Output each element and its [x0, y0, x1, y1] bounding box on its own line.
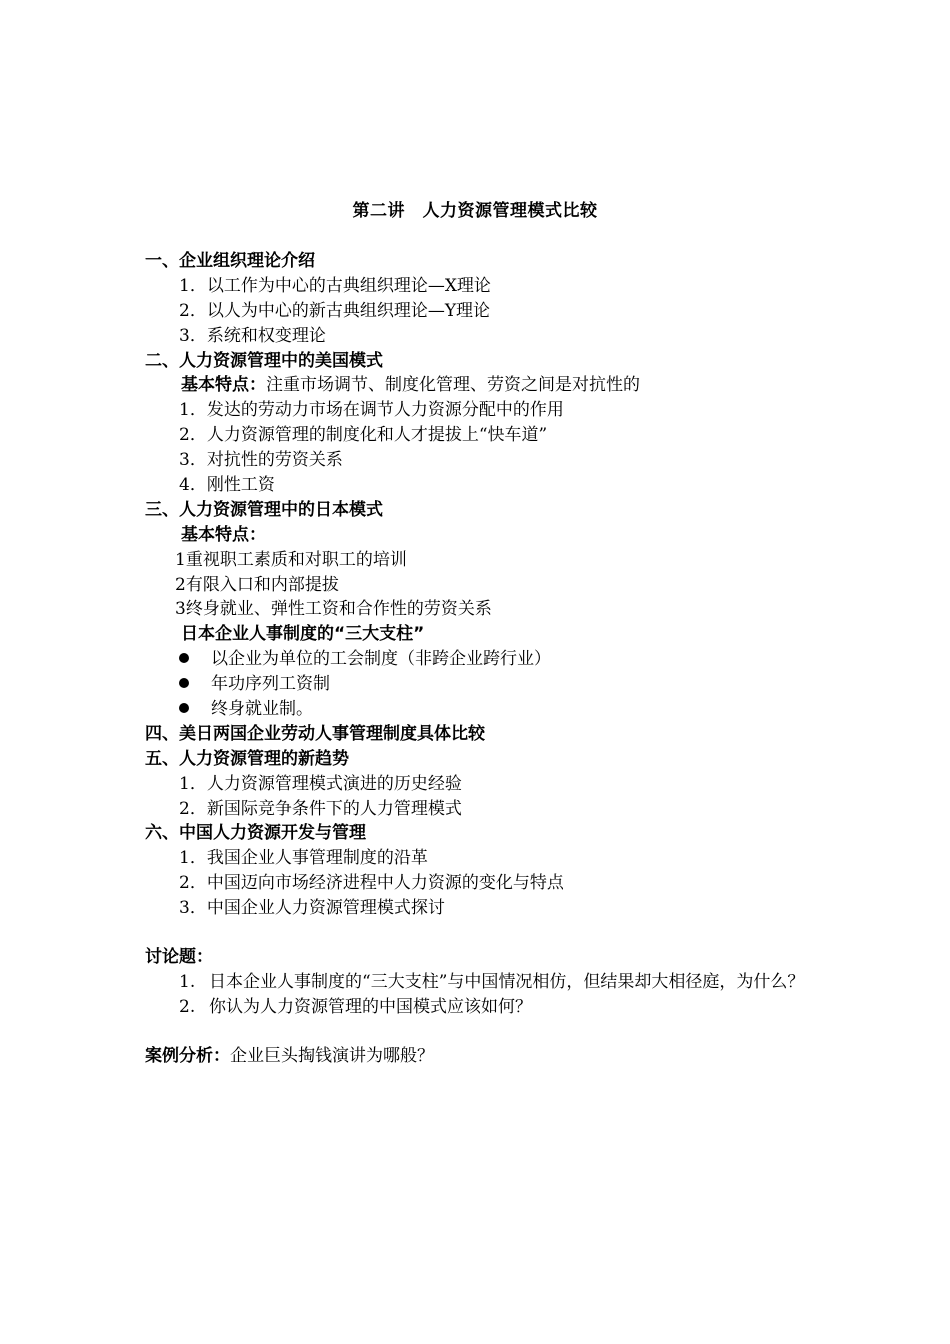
bullet-icon [179, 678, 189, 688]
feature-label: 基本特点： [181, 375, 266, 396]
list-item: 2．人力资源管理的制度化和人才提拔上“快车道” [179, 425, 548, 446]
list-item: 1．人力资源管理模式演进的历史经验 [179, 773, 462, 794]
pillars-heading: 日本企业人事制度的“三大支柱” [181, 624, 425, 645]
section-heading: 六、中国人力资源开发与管理 [145, 823, 366, 844]
list-item: 3终身就业、弹性工资和合作性的劳资关系 [175, 599, 492, 620]
question-number: 2. [179, 996, 196, 1017]
spacer [145, 921, 825, 945]
list-item: 2有限入口和内部提拔 [175, 574, 339, 595]
bullet-icon [179, 703, 189, 713]
list-item: 4．刚性工资 [179, 475, 275, 496]
section-heading: 二、人力资源管理中的美国模式 [145, 350, 383, 371]
bullet-text: 以企业为单位的工会制度（非跨企业跨行业） [211, 649, 551, 670]
list-item: 1．我国企业人事管理制度的沿革 [179, 848, 428, 869]
section-heading: 一、企业组织理论介绍 [145, 251, 315, 271]
list-item: 2．以人为中心的新古典组织理论—Y理论 [179, 300, 491, 321]
discussion-heading: 讨论题： [145, 947, 213, 968]
page-title: 第二讲 人力资源管理模式比较 [352, 201, 598, 221]
document-body [145, 249, 825, 1069]
section-heading: 四、美日两国企业劳动人事管理制度具体比较 [145, 723, 485, 744]
case-line [145, 1044, 825, 1069]
bullet-icon [179, 653, 189, 663]
discussion-question [145, 995, 825, 1020]
list-item: 3．中国企业人力资源管理模式探讨 [179, 898, 445, 919]
spacer [145, 1020, 825, 1044]
question-text: 日本企业人事制度的“三大支柱”与中国情况相仿，但结果却大相径庭，为什么？ [209, 971, 805, 992]
case-text: 企业巨头掏钱演讲为哪般？ [230, 1045, 434, 1066]
section-heading: 五、人力资源管理的新趋势 [145, 748, 349, 769]
bullet-text: 年功序列工资制 [211, 674, 330, 695]
discussion-question [145, 970, 825, 995]
feature-line [145, 373, 825, 398]
section-heading: 三、人力资源管理中的日本模式 [145, 499, 383, 520]
bullet-text: 终身就业制。 [211, 699, 313, 720]
list-item: 1重视职工素质和对职工的培训 [175, 549, 407, 570]
question-text: 你认为人力资源管理的中国模式应该如何？ [209, 996, 532, 1017]
bullet-item [145, 697, 825, 722]
list-item: 3．系统和权变理论 [179, 325, 326, 346]
bullet-item [145, 647, 825, 672]
feature-text: 注重市场调节、制度化管理、劳资之间是对抗性的 [266, 375, 640, 396]
question-number: 1. [179, 971, 196, 992]
list-item: 3．对抗性的劳资关系 [179, 450, 343, 471]
bullet-item [145, 672, 825, 697]
list-item: 1．发达的劳动力市场在调节人力资源分配中的作用 [179, 400, 564, 421]
case-label: 案例分析： [145, 1045, 230, 1066]
list-item: 2．新国际竞争条件下的人力管理模式 [179, 798, 462, 819]
list-item: 1．以工作为中心的古典组织理论—X理论 [179, 275, 491, 296]
list-item: 2．中国迈向市场经济进程中人力资源的变化与特点 [179, 873, 564, 894]
feature-label: 基本特点： [181, 524, 266, 545]
